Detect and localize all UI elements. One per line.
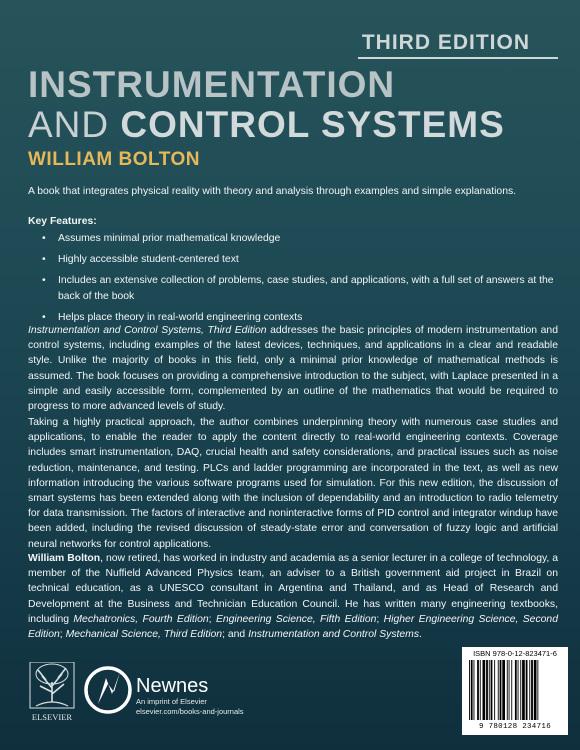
newnes-name: Newnes	[136, 675, 209, 697]
barcode-bar	[509, 660, 510, 720]
barcode-bar	[522, 660, 525, 720]
separator: ; and	[222, 629, 249, 641]
barcode-bar	[529, 660, 530, 720]
barcode-bar	[520, 660, 521, 720]
barcode-bar	[489, 660, 490, 720]
barcode-bar	[491, 660, 493, 720]
barcode-bar	[480, 660, 481, 720]
bullet-icon: •	[42, 311, 46, 323]
bullet-icon: •	[42, 233, 46, 244]
isbn-label: ISBN 978-0-12-823471-6	[473, 649, 557, 658]
newnes-logo-icon	[86, 668, 130, 712]
barcode-bar	[511, 660, 512, 720]
newnes-imprint-line: An imprint of Elsevier	[136, 697, 207, 706]
description-paragraph-1	[28, 323, 558, 414]
book-title-italic: Engineering Science, Fifth Edition	[215, 613, 377, 625]
barcode-bar	[537, 660, 538, 720]
separator: ;	[59, 629, 66, 641]
barcode-bar	[526, 660, 528, 720]
author-bio-name: William Bolton	[28, 553, 101, 564]
barcode-bar	[507, 660, 508, 720]
paragraph-text: , now retired, has worked in industry and academia as a senior lecturer in a college of technology, a member of the Nuffield Advanced Physics team, an adviser to a British government aid project in Brazil on technical education, as a UNESCO consultant in Argentina and Thailand, and as Head of Research and Development at the Business and Technician Education Council. He has written many engineering textbooks, including	[28, 553, 559, 625]
key-features-list	[28, 231, 558, 331]
feature-text: Highly accessible student-centered text	[58, 254, 239, 266]
book-title-italic: Higher Engineering Science, Second Edition	[28, 613, 558, 641]
isbn-digits: 9 780128 234716	[478, 723, 551, 731]
author-bio-paragraph	[28, 551, 558, 642]
feature-text: Includes an extensive collection of problems, case studies, and applications, with a full set of answers at the back of the book	[58, 275, 554, 302]
book-title-italic: Instrumentation and Control Systems	[248, 629, 420, 641]
book-title-italic: Instrumentation and Control Systems, Third Edition	[28, 325, 267, 336]
barcode-bar	[471, 660, 473, 720]
description-paragraph-2: Taking a highly practical approach, the author combines underpinning theory with numerous case studies and applications, to enable the reader to apply the content directly to real-world engineering contexts. Coverage includes smart instrumentation, DAQ, crucial health and safety considerations, and practical issues such as noise reduction, maintenance, and testing. PLCs and ladder programming are incorporated in the text, as well as new information introducing the various software programs used for simulation. For this new edition, the discussion of smart systems has been extended along with the inclusion of dependability and an introduction to radio telemetry for data transmission. The factors of interactive and noninteractive forms of PID control and integrator windup have been added, including the revised discussion of steady-state error and conversation of fuzzy logic and artificial neural networks for control applications.	[28, 417, 558, 550]
publisher-logos	[28, 662, 268, 722]
barcode-bar	[477, 660, 479, 720]
barcode-bar	[500, 660, 502, 720]
book-title-italic: Mechanical Science, Third Edition	[65, 629, 223, 641]
bullet-icon: •	[42, 254, 46, 266]
feature-text: Assumes minimal prior mathematical knowledge	[58, 233, 281, 244]
bullet-icon: •	[42, 275, 46, 287]
barcode-bar	[494, 660, 495, 720]
title-control-systems: CONTROL SYSTEMS	[120, 104, 505, 145]
key-features-heading: Key Features:	[28, 216, 97, 227]
edition-label: THIRD EDITION	[361, 31, 530, 54]
barcode-bar	[486, 660, 488, 720]
list-item	[28, 231, 558, 246]
publisher-url: elsevier.com/books-and-journals	[136, 707, 244, 716]
title-line-2	[28, 104, 505, 146]
tagline: A book that integrates physical reality with theory and analysis through examples and simple explanations.	[28, 186, 517, 197]
barcode-bar	[534, 660, 537, 720]
barcode-bar	[498, 660, 499, 720]
title-and: AND	[28, 104, 110, 145]
list-item	[28, 252, 558, 267]
barcode-block	[462, 647, 568, 735]
barcode-bar	[474, 660, 475, 720]
author-name: WILLIAM BOLTON	[28, 149, 200, 170]
feature-text: Helps place theory in real-world engineering contexts	[58, 311, 303, 323]
separator: .	[419, 629, 422, 641]
book-title-italic: Mechatronics, Fourth Edition	[73, 613, 209, 625]
title-line-1: INSTRUMENTATION	[28, 64, 396, 105]
separator: ;	[208, 613, 216, 625]
barcode-bar	[518, 660, 519, 720]
separator: ;	[376, 613, 384, 625]
barcode-bar	[515, 660, 517, 720]
barcode-bar	[531, 660, 533, 720]
edition-underline	[358, 57, 558, 59]
elsevier-label: ELSEVIER	[31, 712, 73, 722]
barcode-icon	[467, 660, 563, 722]
barcode-bar	[469, 660, 470, 720]
list-item	[28, 273, 558, 303]
paragraph-text: addresses the basic principles of modern instrumentation and control systems, including examples of the latest devices, techniques, and applications in a clear and readable style. Unlike the majority of books in this field, only a minimal prior knowledge of mathematical methods is assumed. The book focuses on providing a comprehensive introduction to the subject, with Laplace presented in a simple and easily accessible form, complemented by an outline of the mathematics that would be required to progress to more advanced levels of study.	[28, 325, 558, 413]
barcode-bar	[502, 660, 505, 720]
elsevier-tree-icon	[30, 662, 74, 708]
barcode-bar	[483, 660, 486, 720]
